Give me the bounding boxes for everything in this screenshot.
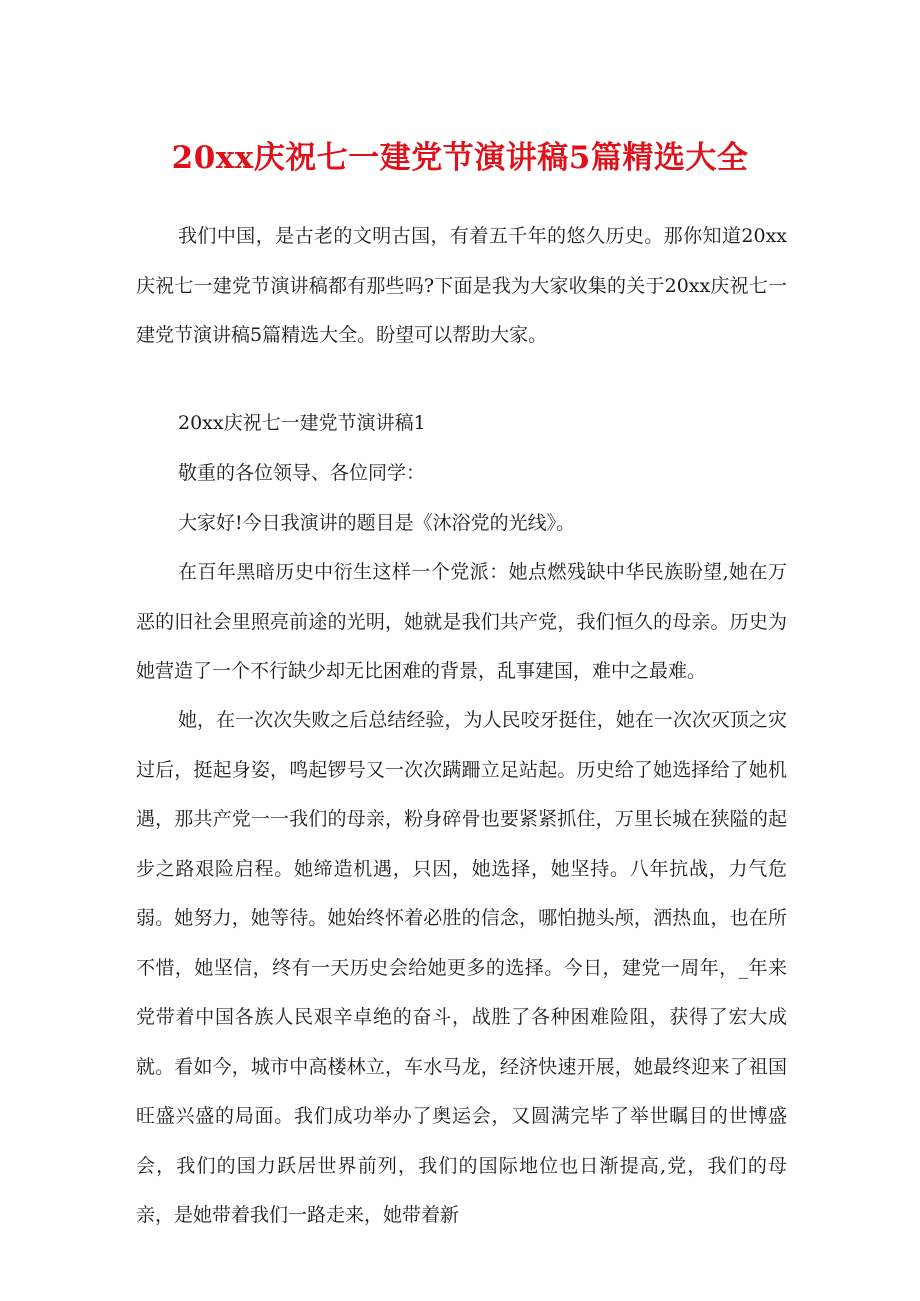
opening-paragraph: 大家好!今日我演讲的题目是《沐浴党的光线》。 [178,512,576,534]
body-paragraph-2: 她，在一次次失败之后总结经验，为人民咬牙挺住，她在一次次灭顶之灾过后，挺起身姿，鸣起锣号又一次次蹒跚立足站起。历史给了她选择给了她机遇，那共产党一一我们的母亲，粉身碎骨也要紧紧抓住，万里长城在狭隘的起步之路艰险启程。她缔造机遇，只因，她选择，她坚持。八年抗战，力气危弱。她努力，她等待。她始终怀着必胜的信念，哪怕抛头颅，洒热血，也在所不惜，她坚信，终有一天历史会给她更多的选择。今日，建党一周年，_年来党带着中国各族人民艰辛卓绝的奋斗，战胜了各种困难险阻，获得了宏大成就。看如今，城市中高楼林立，车水马龙，经济快速开展，她最终迎来了祖国旺盛兴盛的局面。我们成功举办了奥运会，又圆满完毕了举世瞩目的世博盛会，我们的国力跃居世界前列，我们的国际地位也日渐提高,党，我们的母亲，是她带着我们一路走来，她带着新 [136,709,787,1226]
section-title: 20xx庆祝七一建党节演讲稿1 [178,412,426,434]
greeting-paragraph: 敬重的各位领导、各位同学： [178,462,426,484]
document-title: 20xx庆祝七一建党节演讲稿5篇精选大全 [171,140,749,176]
intro-paragraph: 我们中国，是古老的文明古国，有着五千年的悠久历史。那你知道20xx庆祝七一建党节演讲稿都有那些吗?下面是我为大家收集的关于20xx庆祝七一建党节演讲稿5篇精选大全。盼望可以帮助大家。 [136,225,787,346]
body-paragraph-1: 在百年黑暗历史中衍生这样一个党派：她点燃残缺中华民族盼望,她在万恶的旧社会里照亮前途的光明，她就是我们共产党，我们恒久的母亲。历史为她营造了一个不行缺少却无比困难的背景，乱事建国，难中之最难。 [136,561,787,682]
